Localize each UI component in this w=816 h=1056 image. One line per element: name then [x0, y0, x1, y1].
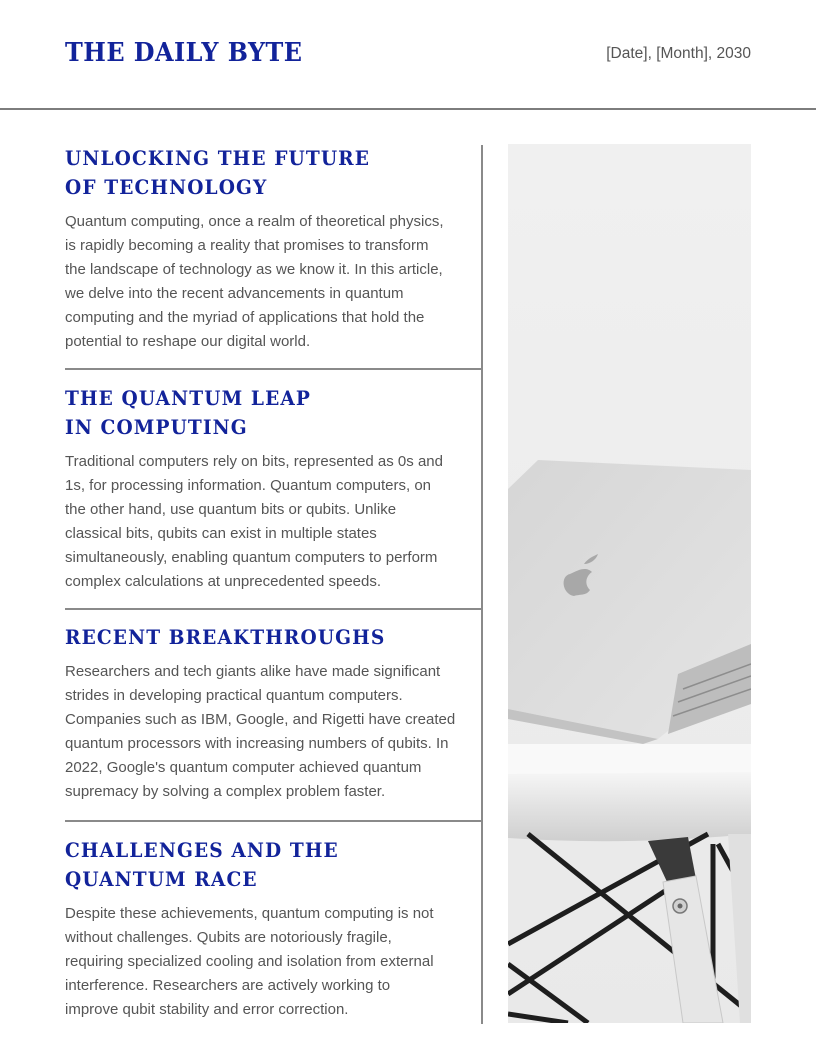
body-line: computing and the myriad of applications that hold the: [65, 309, 425, 326]
headline-line: RECENT BREAKTHROUGHS: [65, 625, 386, 649]
body-line: requiring specialized cooling and isolation from external: [65, 953, 434, 970]
body-line: improve qubit stability and error correction.: [65, 1001, 349, 1018]
article-headline: [65, 384, 453, 442]
masthead-title: THE DAILY BYTE: [65, 38, 303, 68]
section-divider: [65, 820, 482, 822]
body-line: is rapidly becoming a reality that promises to transform: [65, 237, 429, 254]
photo-illustration: [508, 144, 751, 1023]
page-header: [0, 0, 816, 111]
body-line: Traditional computers rely on bits, represented as 0s and: [65, 453, 443, 470]
body-line: we delve into the recent advancements in quantum: [65, 285, 404, 302]
body-line: quantum processors with increasing numbers of qubits. In: [65, 735, 449, 752]
header-divider: [0, 108, 816, 110]
body-line: supremacy by solving a complex problem faster.: [65, 783, 386, 800]
article-body: [65, 210, 465, 354]
section-divider: [65, 608, 482, 610]
body-line: the landscape of technology as we know it. In this article,: [65, 261, 443, 278]
article-challenges-quantum-race: [65, 836, 482, 1026]
body-line: classical bits, qubits can exist in multiple states: [65, 525, 377, 542]
article-headline: [65, 144, 453, 202]
body-line: complex calculations at unprecedented speeds.: [65, 573, 382, 590]
article-body: [65, 450, 465, 594]
body-line: interference. Researchers are actively working to: [65, 977, 391, 994]
article-body: [65, 660, 465, 804]
body-line: potential to reshape our digital world.: [65, 333, 311, 350]
body-line: without challenges. Qubits are notoriously fragile,: [65, 929, 392, 946]
body-line: the other hand, use quantum bits or qubits. Unlike: [65, 501, 397, 518]
article-recent-breakthroughs: [65, 623, 482, 822]
article-headline: [65, 623, 453, 652]
body-line: Despite these achievements, quantum computing is not: [65, 905, 434, 922]
headline-line: IN COMPUTING: [65, 415, 248, 439]
body-line: simultaneously, enabling quantum computers to perform: [65, 549, 438, 566]
headline-line: OF TECHNOLOGY: [65, 175, 268, 199]
body-line: Quantum computing, once a realm of theoretical physics,: [65, 213, 444, 230]
body-line: strides in developing practical quantum computers.: [65, 687, 403, 704]
article-unlocking-the-future: [65, 144, 482, 370]
headline-line: QUANTUM RACE: [65, 867, 258, 891]
articles-column: [65, 144, 483, 1024]
body-line: Companies such as IBM, Google, and Rigetti have created: [65, 711, 456, 728]
body-line: 1s, for processing information. Quantum computers, on: [65, 477, 432, 494]
body-line: 2022, Google's quantum computer achieved quantum: [65, 759, 422, 776]
section-divider: [65, 368, 482, 370]
article-body: [65, 902, 465, 1022]
dateline: [Date], [Month], 2030: [606, 45, 751, 62]
body-line: Researchers and tech giants alike have made significant: [65, 663, 441, 680]
article-quantum-leap: [65, 384, 482, 610]
headline-line: THE QUANTUM LEAP: [65, 386, 312, 410]
headline-line: CHALLENGES AND THE: [65, 838, 339, 862]
laptop-chair-photo: [508, 144, 751, 1023]
article-headline: [65, 836, 453, 894]
headline-line: UNLOCKING THE FUTURE: [65, 146, 371, 170]
